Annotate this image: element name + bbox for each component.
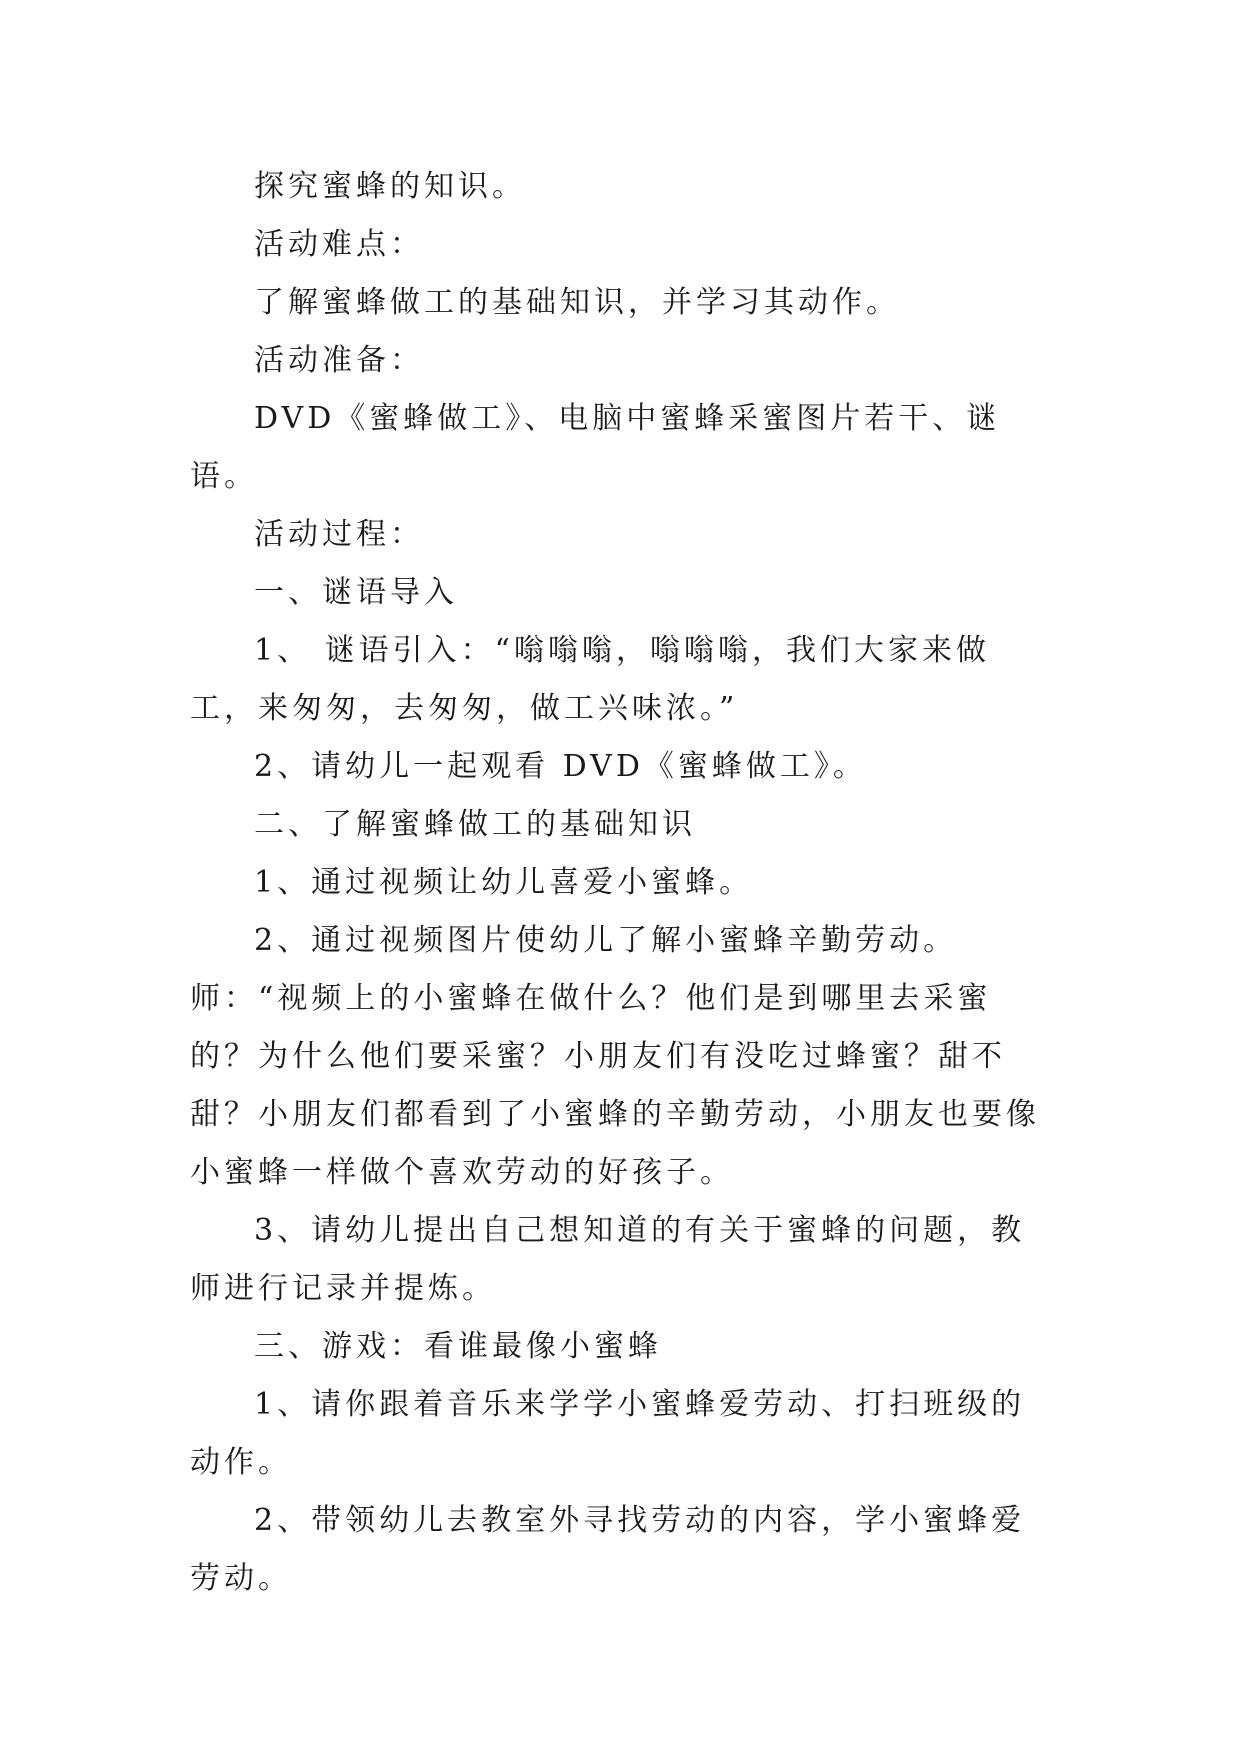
- paragraph: 3、请幼儿提出自己想知道的有关于蜜蜂的问题，教师进行记录并提炼。: [190, 1213, 1026, 1306]
- paragraph: 探究蜜蜂的知识。: [254, 169, 526, 204]
- paragraph: 活动难点：: [254, 227, 424, 262]
- paragraph: 了解蜜蜂做工的基础知识，并学习其动作。: [254, 285, 900, 320]
- paragraph: 二、了解蜜蜂做工的基础知识: [254, 807, 696, 842]
- paragraph: 1、通过视频让幼儿喜爱小蜜蜂。: [254, 865, 754, 900]
- document-body: [190, 158, 1050, 1608]
- paragraph: DVD《蜜蜂做工》、电脑中蜜蜂采蜜图片若干、谜语。: [190, 401, 1001, 494]
- paragraph: 活动准备：: [254, 343, 424, 378]
- paragraph: 1、 谜语引入：“嗡嗡嗡，嗡嗡嗡，我们大家来做工，来匆匆，去匆匆，做工兴味浓。”: [190, 633, 990, 726]
- paragraph: 1、请你跟着音乐来学学小蜜蜂爱劳动、打扫班级的动作。: [190, 1387, 1026, 1480]
- paragraph: 活动过程：: [254, 517, 424, 552]
- paragraph: 2、通过视频图片使幼儿了解小蜜蜂辛勤劳动。师：“视频上的小蜜蜂在做什么？他们是到哪里去采蜜的？为什么他们要采蜜？小朋友们有没吃过蜂蜜？甜不甜？小朋友们都看到了小蜜蜂的辛勤劳动，小朋友也要像小蜜蜂一样做个喜欢劳动的好孩子。: [190, 923, 1040, 1190]
- paragraph: 一、谜语导入: [254, 575, 458, 610]
- paragraph: 2、请幼儿一起观看 DVD《蜜蜂做工》。: [254, 749, 867, 784]
- paragraph: 2、带领幼儿去教室外寻找劳动的内容，学小蜜蜂爱劳动。: [190, 1503, 1026, 1596]
- paragraph: 三、游戏：看谁最像小蜜蜂: [254, 1329, 662, 1364]
